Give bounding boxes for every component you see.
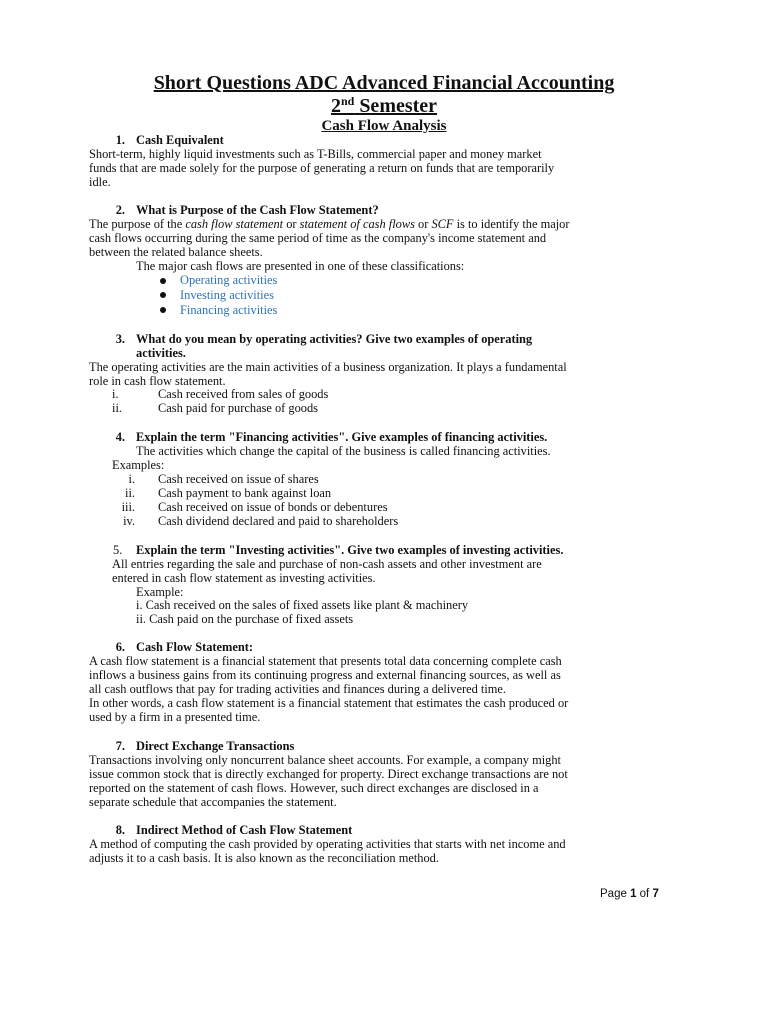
s4-line-1: The activities which change the capital of the business is called financing activities.	[136, 444, 551, 458]
s4-item-4-num: iv.	[123, 514, 135, 528]
page-number-footer	[600, 887, 659, 901]
s8-number: 8.	[115, 823, 125, 837]
s7-number: 7.	[115, 739, 125, 753]
s4-item-3: Cash received on issue of bonds or debentures	[158, 500, 388, 514]
s4-number: 4.	[115, 430, 125, 444]
s1-heading: Cash Equivalent	[136, 133, 224, 147]
doc-title-semester	[0, 95, 768, 117]
s8-heading: Indirect Method of Cash Flow Statement	[136, 823, 353, 837]
footer-page-total: 7	[652, 888, 659, 900]
s5-line-1: All entries regarding the sale and purchase of non-cash assets and other investment are	[112, 557, 542, 571]
s6-line-5: used by a firm in a presented time.	[89, 710, 261, 724]
bullet-dot-3	[160, 307, 166, 313]
s8-line-1: A method of computing the cash provided by operating activities that starts with net income and	[89, 837, 566, 851]
s2-l1-a: The purpose of the	[89, 217, 186, 231]
s3-item-2-num: ii.	[112, 401, 122, 415]
s3-line-1: The operating activities are the main activities of a business organization. It plays a fundamental	[89, 360, 567, 374]
s1-number: 1.	[115, 133, 125, 147]
s2-l1-b: cash flow statement	[185, 217, 284, 231]
footer-page-num: 1	[630, 888, 637, 900]
s2-number: 2.	[115, 203, 125, 217]
s8-line-2: adjusts it to a cash basis. It is also known as the reconciliation method.	[89, 851, 439, 865]
bullet-dot-1	[160, 278, 166, 284]
s6-line-1: A cash flow statement is a financial statement that presents total data concerning complete cash	[89, 654, 562, 668]
s7-line-3: reported on the statement of cash flows. However, such direct exchanges are disclosed in a	[89, 781, 539, 795]
s3-line-2: role in cash flow statement.	[89, 374, 226, 388]
s3-heading-1: What do you mean by operating activities? Give two examples of operating	[136, 332, 533, 346]
s2-line-1	[89, 217, 677, 231]
s1-line-2: funds that are made solely for the purpose of generating a return on funds that are temporarily	[89, 161, 555, 175]
s5-heading: Explain the term "Investing activities". Give two examples of investing activities.	[136, 543, 564, 557]
s6-heading: Cash Flow Statement:	[136, 640, 254, 654]
s2-heading: What is Purpose of the Cash Flow Statement?	[136, 203, 379, 217]
s3-number: 3.	[115, 332, 125, 346]
s4-heading: Explain the term "Financing activities". Give examples of financing activities.	[136, 430, 548, 444]
s2-line-2: cash flows occurring during the same period of time as the company's income statement and	[89, 231, 547, 245]
s3-item-1: Cash received from sales of goods	[158, 387, 329, 401]
semester-word: Semester	[354, 95, 438, 117]
s4-item-2: Cash payment to bank against loan	[158, 486, 332, 500]
s7-line-1: Transactions involving only noncurrent balance sheet accounts. For example, a company might	[89, 753, 561, 767]
s2-line-4: The major cash flows are presented in one of these classifications:	[136, 259, 465, 273]
s2-l1-d: statement of cash flows	[299, 217, 415, 231]
s4-item-1: Cash received on issue of shares	[158, 472, 319, 486]
doc-subtitle: Cash Flow Analysis	[321, 118, 447, 134]
s3-item-1-num: i.	[112, 387, 119, 401]
s2-l1-g: is to identify the major	[453, 217, 570, 231]
doc-title: Short Questions ADC Advanced Financial Accounting	[153, 72, 615, 94]
footer-page-word: Page	[600, 888, 631, 900]
s5-line-2: entered in cash flow statement as investing activities.	[112, 571, 376, 585]
s7-heading: Direct Exchange Transactions	[136, 739, 295, 753]
s4-item-4: Cash dividend declared and paid to shareholders	[158, 514, 399, 528]
bullet-dot-2	[160, 292, 166, 298]
s4-item-3-num: iii.	[121, 500, 135, 514]
s4-item-1-num: i.	[128, 472, 135, 486]
s6-line-2: inflows a business gains from its continuing progress and external financing sources, as well as	[89, 668, 561, 682]
s5-number: 5.	[113, 543, 123, 557]
link-operating-activities[interactable]: Operating activities	[180, 273, 278, 287]
s1-line-3: idle.	[89, 175, 111, 189]
s4-item-2-num: ii.	[125, 486, 135, 500]
s6-line-4: In other words, a cash flow statement is a financial statement that estimates the cash produced or	[89, 696, 569, 710]
s2-l1-e: or	[414, 217, 432, 231]
semester-suffix: nd	[340, 94, 355, 108]
s2-l1-c: or	[283, 217, 300, 231]
s7-line-2: issue common stock that is directly exchanged for property. Direct exchange transactions are not	[89, 767, 568, 781]
semester-number: 2	[330, 95, 341, 117]
s7-line-4: separate schedule that accompanies the statement.	[89, 795, 337, 809]
s2-l1-f: SCF	[431, 217, 454, 231]
link-financing-activities[interactable]: Financing activities	[180, 303, 278, 317]
s5-line-3: Example:	[136, 585, 184, 599]
s3-heading-2: activities.	[136, 346, 186, 360]
s6-line-3: all cash outflows that pay for trading activities and finances during a delivered time.	[89, 682, 507, 696]
s5-line-5: ii. Cash paid on the purchase of fixed assets	[136, 612, 354, 626]
s4-line-2: Examples:	[112, 458, 165, 472]
s2-line-3: between the related balance sheets.	[89, 245, 263, 259]
link-investing-activities[interactable]: Investing activities	[180, 288, 274, 302]
s5-line-4: i. Cash received on the sales of fixed assets like plant & machinery	[136, 598, 469, 612]
s1-line-1: Short-term, highly liquid investments such as T-Bills, commercial paper and money market	[89, 147, 542, 161]
s6-number: 6.	[115, 640, 125, 654]
s3-item-2: Cash paid for purchase of goods	[158, 401, 319, 415]
footer-of-word: of	[636, 888, 653, 900]
